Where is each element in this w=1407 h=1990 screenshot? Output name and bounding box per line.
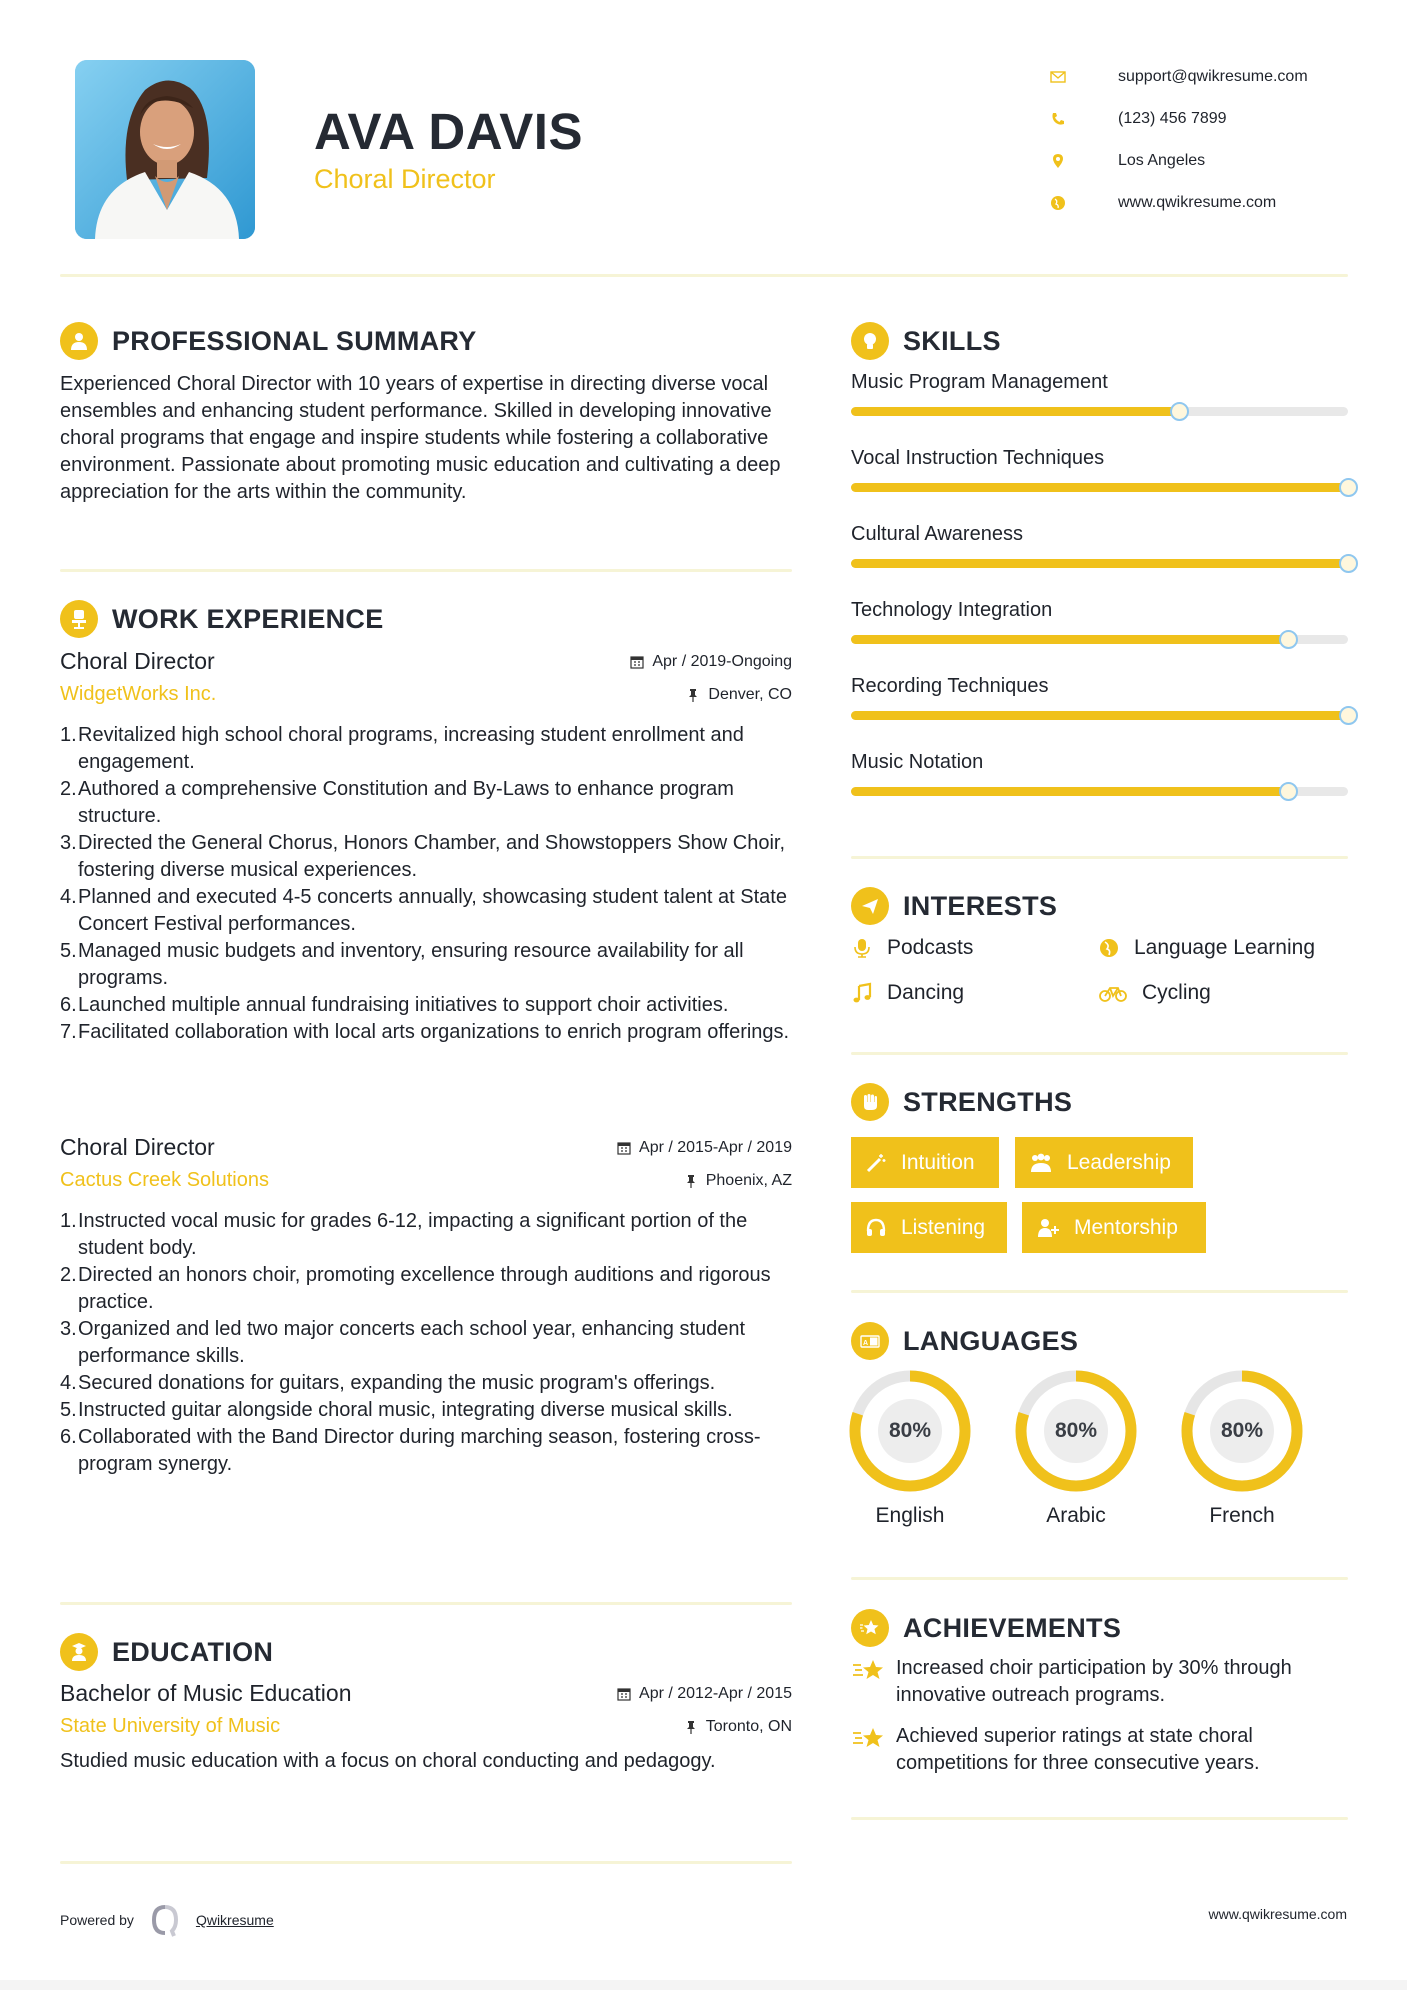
strength-tag: Leadership <box>1015 1137 1193 1188</box>
job-dates: Apr / 2015-Apr / 2019 <box>617 1139 792 1157</box>
language-item: 80% French <box>1181 1370 1303 1528</box>
page-bottom-edge <box>0 1980 1407 1990</box>
skill-item: Technology Integration <box>851 599 1348 622</box>
list-item: 3. Organized and led two major concerts each school year, enhancing student performance skills. <box>60 1318 746 1367</box>
job-entry-2 <box>60 1134 792 1478</box>
job-location: Phoenix, AZ <box>684 1172 792 1190</box>
achievement-item: Achieved superior ratings at state choral competitions for three consecutive years. <box>851 1723 1348 1777</box>
shooting-star-icon <box>851 1657 885 1685</box>
list-item: 2. Directed an honors choir, promoting excellence through auditions and rigorous practice. <box>60 1264 771 1313</box>
bicycle-icon <box>1098 982 1128 1004</box>
education-heading: EDUCATION <box>60 1633 273 1671</box>
language-progress-ring: 80% <box>1015 1370 1137 1492</box>
job-bullets <box>60 722 792 1046</box>
job-title: Choral Director <box>60 648 215 674</box>
footer-url[interactable]: www.qwikresume.com <box>1208 1906 1347 1922</box>
interest-item: Cycling <box>1098 981 1211 1005</box>
language-item: 80% Arabic <box>1015 1370 1137 1528</box>
candidate-role: Choral Director <box>314 164 496 194</box>
achievements-heading: ACHIEVEMENTS <box>851 1609 1121 1647</box>
user-plus-icon <box>1036 1217 1060 1239</box>
languages-heading: A LANGUAGES <box>851 1322 1078 1360</box>
summary-heading: PROFESSIONAL SUMMARY <box>60 322 477 360</box>
job-title: Choral Director <box>60 1134 215 1160</box>
strength-tag: Intuition <box>851 1137 999 1188</box>
calendar-icon <box>617 1687 631 1701</box>
slider-handle[interactable] <box>1170 402 1189 421</box>
job-location: Denver, CO <box>686 686 792 704</box>
skill-slider[interactable] <box>851 711 1348 720</box>
fist-icon <box>851 1083 889 1121</box>
language-progress-ring: 80% <box>849 1370 971 1492</box>
skill-item: Cultural Awareness <box>851 523 1348 546</box>
users-icon <box>1029 1152 1053 1174</box>
skill-item: Music Program Management <box>851 371 1348 394</box>
interests-divider <box>851 1052 1348 1055</box>
svg-text:A: A <box>863 1340 869 1347</box>
list-item: 5. Managed music budgets and inventory, ensuring resource availability for all programs. <box>60 940 744 989</box>
achievement-item: Increased choir participation by 30% through innovative outreach programs. <box>851 1655 1348 1709</box>
phone-icon <box>1050 110 1080 128</box>
strengths-divider <box>851 1290 1348 1293</box>
candidate-name: AVA DAVIS <box>314 103 583 160</box>
globe-icon <box>1050 194 1080 212</box>
calendar-icon <box>617 1141 631 1155</box>
language-progress-ring: 80% <box>1181 1370 1303 1492</box>
footer-powered-by: Powered by Qwikresume <box>60 1903 274 1937</box>
languages-divider <box>851 1577 1348 1580</box>
education-location: Toronto, ON <box>684 1718 792 1736</box>
education-dates: Apr / 2012-Apr / 2015 <box>617 1685 792 1703</box>
profile-photo <box>75 60 255 239</box>
summary-divider <box>60 569 792 572</box>
education-entry <box>60 1680 792 1775</box>
list-item: 1. Instructed vocal music for grades 6-12, impacting a significant portion of the student body. <box>60 1210 748 1259</box>
contact-website[interactable]: www.qwikresume.com <box>1050 182 1380 224</box>
company-name: Cactus Creek Solutions <box>60 1169 269 1191</box>
list-item: 3. Directed the General Chorus, Honors Chamber, and Showstoppers Show Choir, fostering diverse musical experiences. <box>60 832 786 881</box>
job-entry-1 <box>60 648 792 1046</box>
user-icon <box>60 322 98 360</box>
contact-email[interactable]: support@qwikresume.com <box>1050 56 1380 98</box>
slider-handle[interactable] <box>1279 630 1298 649</box>
list-item: 4. Secured donations for guitars, expanding the music program's offerings. <box>60 1372 716 1394</box>
education-description: Studied music education with a focus on choral conducting and pedagogy. <box>60 1750 716 1772</box>
person-portrait-icon <box>75 60 255 239</box>
graduate-icon <box>60 1633 98 1671</box>
strength-tag: Mentorship <box>1022 1202 1206 1253</box>
list-item: 6. Collaborated with the Band Director during marching season, fostering cross-program synergy. <box>60 1426 761 1475</box>
magic-wand-icon <box>865 1152 887 1174</box>
experience-divider <box>60 1602 792 1605</box>
contact-phone[interactable]: (123) 456 7899 <box>1050 98 1380 140</box>
music-note-icon <box>851 982 873 1004</box>
slider-handle[interactable] <box>1339 478 1358 497</box>
achievements-divider <box>851 1817 1348 1820</box>
job-bullets <box>60 1208 792 1478</box>
skill-slider[interactable] <box>851 787 1348 796</box>
skill-slider[interactable] <box>851 635 1348 644</box>
interest-item: Podcasts <box>851 936 973 960</box>
list-item: 1. Revitalized high school choral programs, increasing student enrollment and engagement. <box>60 724 744 773</box>
company-name: WidgetWorks Inc. <box>60 683 217 705</box>
paper-plane-icon <box>851 887 889 925</box>
list-item: 6. Launched multiple annual fundraising initiatives to support choir activities. <box>60 994 729 1016</box>
contact-location: Los Angeles <box>1050 140 1380 182</box>
list-item: 4. Planned and executed 4-5 concerts annually, showcasing student talent at State Concert Festival performances. <box>60 886 787 935</box>
chair-icon <box>60 600 98 638</box>
lightbulb-icon <box>851 322 889 360</box>
list-item: 2. Authored a comprehensive Constitution and By-Laws to enhance program structure. <box>60 778 734 827</box>
summary-text: Experienced Choral Director with 10 years of expertise in directing diverse vocal ensembles and enhancing student performance. Skilled in developing innovative choral programs that engage and inspire students while fostering a collaborative environment. Passionate about promoting music education and cultivating a deep appreciation for the arts within the community. <box>60 373 781 503</box>
strengths-heading: STRENGTHS <box>851 1083 1072 1121</box>
language-item: 80% English <box>849 1370 971 1528</box>
skill-slider[interactable] <box>851 407 1348 416</box>
slider-handle[interactable] <box>1339 706 1358 725</box>
translate-icon <box>851 1322 889 1360</box>
slider-handle[interactable] <box>1339 554 1358 573</box>
pushpin-icon <box>684 1720 698 1734</box>
pushpin-icon <box>686 688 700 702</box>
calendar-icon <box>630 655 644 669</box>
education-divider <box>60 1861 792 1864</box>
interest-item: Language Learning <box>1098 936 1315 960</box>
slider-handle[interactable] <box>1279 782 1298 801</box>
skill-item: Vocal Instruction Techniques <box>851 447 1348 470</box>
skill-item: Recording Techniques <box>851 675 1348 698</box>
qwikresume-logo-icon <box>148 1903 182 1937</box>
job-dates: Apr / 2019-Ongoing <box>630 653 792 671</box>
skill-item: Music Notation <box>851 751 1348 774</box>
microphone-icon <box>851 937 873 959</box>
contact-list <box>1050 56 1380 224</box>
qwikresume-link[interactable]: Qwikresume <box>195 1912 274 1928</box>
list-item: 5. Instructed guitar alongside choral music, integrating diverse musical skills. <box>60 1399 733 1421</box>
skill-slider[interactable] <box>851 559 1348 568</box>
degree-title: Bachelor of Music Education <box>60 1680 352 1706</box>
experience-heading: WORK EXPERIENCE <box>60 600 384 638</box>
list-item: 7. Facilitated collaboration with local arts organizations to enrich program offerings. <box>60 1021 790 1043</box>
map-pin-icon <box>1050 152 1080 170</box>
skill-slider[interactable] <box>851 483 1348 492</box>
skills-heading: SKILLS <box>851 322 1001 360</box>
skills-divider <box>851 856 1348 859</box>
shooting-star-icon <box>851 1725 885 1753</box>
star-badge-icon <box>851 1609 889 1647</box>
interest-item: Dancing <box>851 981 964 1005</box>
pushpin-icon <box>684 1174 698 1188</box>
headphones-icon <box>865 1217 887 1239</box>
envelope-icon <box>1050 68 1080 86</box>
globe-icon <box>1098 937 1120 959</box>
header-divider <box>60 274 1348 277</box>
interests-heading: INTERESTS <box>851 887 1057 925</box>
school-name: State University of Music <box>60 1715 281 1737</box>
strength-tag: Listening <box>851 1202 1007 1253</box>
